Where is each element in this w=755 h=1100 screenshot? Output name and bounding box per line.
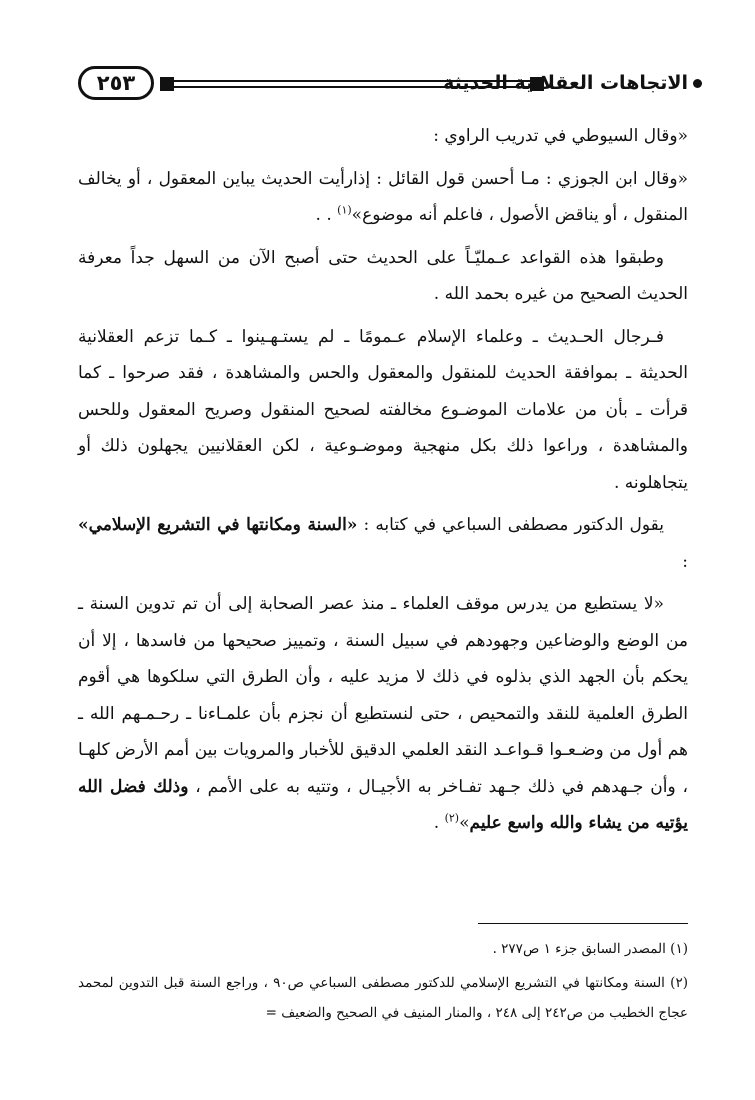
header-bullet-icon	[693, 79, 702, 88]
sibai-quote-close: »	[459, 813, 470, 833]
running-title: الاتجاهات العقلانية الحديثة	[443, 72, 688, 94]
footnotes	[78, 934, 688, 1032]
sibai-intro-text: يقول الدكتور مصطفى السباعي في كتابه :	[357, 515, 665, 535]
running-header	[78, 60, 688, 106]
footnote-1	[78, 934, 688, 964]
quote-text: «وقال ابن الجوزي : مـا أحسن قول القائل : إذارأيت الحديث يباين المعقول ، أو يخالف المنقول ، أو يناقض الأصول ، فاعلم أنه موضوع»	[78, 168, 688, 225]
sibai-quote-text: «لا يستطيع من يدرس موقف العلماء ـ منذ عصر الصحابة إلى أن تم تدوين السنة ـ من الوضع والوضاعين وجهودهم في سبيل السنة ، وتمييز صحيحها من فاسدها ، إلا أن يحكم بأن الجهد الذي بذلوه في ذلك لا مزيد عليه ، وأن الطرق التي سلكوها هي أقوم الطرق العلمية للنقد والتمحيص ، حتى لنستطيع أن نجزم بأن علمـاءنا ـ رحـمـهم الله ـ هم أول من وضـعـوا قـواعـد النقد العلمي الدقيق للأخبار والمرويات بين أمم الأرض كلهـا ، وأن جـهدهم في ذلك جـهد تفـاخر به الأجيـال ، وتتيه به على الأمم ،	[78, 594, 689, 797]
footnote-text: السنة ومكانتها في التشريع الإسلامي للدكتور مصطفى السباعي ص٩٠ ، وراجع السنة قبل التدوين لمحمد عجاج الخطيب من ص٢٤٢ إلى ٢٤٨ ، والمنار المنيف في الصحيح والضعيف =	[78, 975, 688, 1021]
sibai-quote-end: .	[433, 813, 445, 833]
footnote-ref-1: (١)	[337, 203, 352, 217]
paragraph-sibai-intro	[78, 507, 688, 580]
footnote-ref-2: (٢)	[444, 811, 460, 825]
paragraph-hadith-scholars: فـرجال الحـديث ـ وعلماء الإسلام عـمومًا ـ لم يستـهـينوا ـ كـما تزعم العقلانية الحديثة ـ بموافقة الحديث للمنقول والمعقول والحس والمشاهدة ، فقد صرحوا ـ كما قرأت ـ بأن من علامات الموضـوع مخالفته لصحيح المنقول وصريح المعقول وللحس والمشاهدة ، وراعوا ذلك بكل منهجية وموضـوعية ، لكن العقلانيين يجهلون ذلك أو يتجاهلونه .	[78, 326, 688, 493]
footnote-label: (٢)	[670, 975, 688, 991]
quote-end: . .	[315, 205, 338, 225]
footnote-text: المصدر السابق جزء ١ ص٢٧٧ .	[492, 941, 666, 957]
paragraph-quote-intro: «وقال السيوطي في تدريب الراوي :	[433, 126, 688, 146]
paragraph-sibai-quote	[78, 586, 688, 842]
footnote-label: (١)	[670, 941, 688, 957]
main-text	[78, 118, 688, 848]
footnote-separator	[478, 923, 688, 924]
paragraph-ibn-jawzi-quote	[78, 161, 688, 234]
book-title: «السنة ومكانتها في التشريع الإسلامي»	[78, 515, 358, 535]
sibai-intro-end: :	[682, 551, 688, 572]
quran-phrase: وذلك فضل الله يؤتيه من يشاء والله واسع عليم	[78, 776, 688, 833]
paragraph-rules-applied: وطبقوا هذه القواعد عـمليّـاً على الحديث حتى أصبح الآن من السهل جداً معرفة الحديث الصحيح من غيره بحمد الله .	[78, 247, 688, 304]
page-number: ٢٥٣	[78, 66, 154, 100]
footnote-2	[78, 968, 688, 1028]
